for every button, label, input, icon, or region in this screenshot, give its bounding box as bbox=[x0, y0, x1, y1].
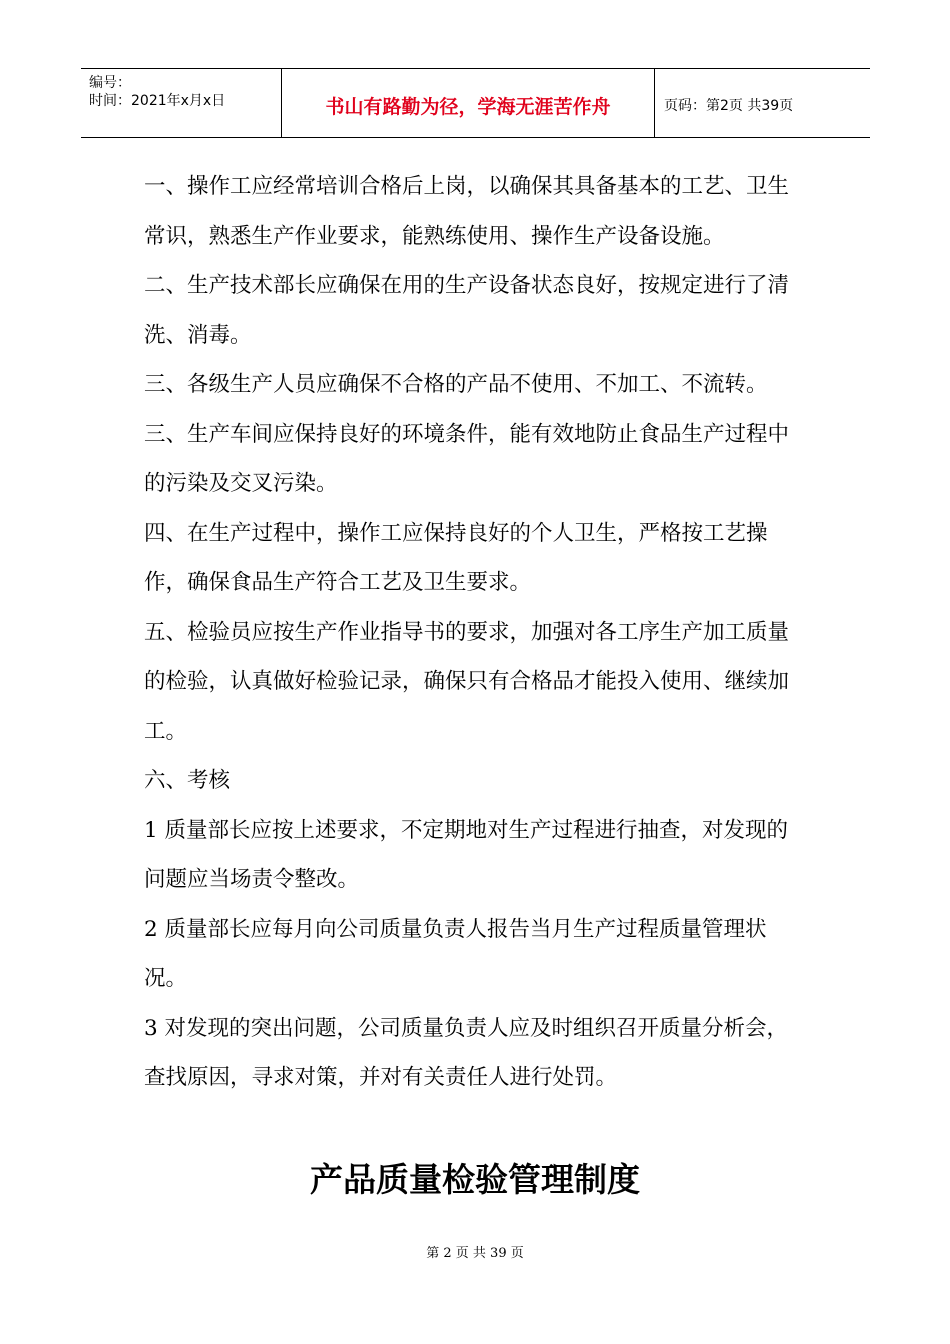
paragraph: 一、操作工应经常培训合格后上岗，以确保其具备基本的工艺、卫生常识，熟悉生产作业要求，能熟练使用、操作生产设备设施。 bbox=[144, 174, 790, 249]
paragraph: 3 对发现的突出问题，公司质量负责人应及时组织召开质量分析会，查找原因，寻求对策，并对有关责任人进行处罚。 bbox=[144, 1015, 789, 1090]
doc-number-label: 编号： bbox=[89, 75, 131, 91]
header-motto: 书山有路勤为径，学海无涯苦作舟 bbox=[282, 69, 655, 137]
paragraph: 三、各级生产人员应确保不合格的产品不使用、不加工、不流转。 bbox=[144, 372, 768, 397]
page-header bbox=[81, 68, 870, 138]
header-page-info: 页码：第2页 共39页 bbox=[664, 98, 794, 114]
paragraph: 1 质量部长应按上述要求，不定期地对生产过程进行抽查，对发现的问题应当场责令整改。 bbox=[144, 817, 789, 892]
page-footer: 第 2 页 共 39 页 bbox=[426, 1246, 524, 1261]
paragraph: 六、考核 bbox=[144, 768, 231, 793]
header-meta bbox=[81, 69, 282, 137]
paragraph: 四、在生产过程中，操作工应保持良好的个人卫生，严格按工艺操作，确保食品生产符合工艺及卫生要求。 bbox=[144, 520, 768, 595]
paragraph: 三、生产车间应保持良好的环境条件，能有效地防止食品生产过程中的污染及交叉污染。 bbox=[144, 421, 790, 496]
paragraph: 五、检验员应按生产作业指导书的要求，加强对各工序生产加工质量的检验，认真做好检验记录，确保只有合格品才能投入使用、继续加工。 bbox=[144, 619, 790, 744]
document-body bbox=[144, 162, 808, 1103]
doc-time-label: 时间：2021年x月x日 bbox=[89, 93, 226, 109]
paragraph: 二、生产技术部长应确保在用的生产设备状态良好，按规定进行了清洗、消毒。 bbox=[144, 273, 790, 348]
section-title: 产品质量检验管理制度 bbox=[310, 1160, 640, 1199]
paragraph: 2 质量部长应每月向公司质量负责人报告当月生产过程质量管理状况。 bbox=[144, 916, 767, 991]
